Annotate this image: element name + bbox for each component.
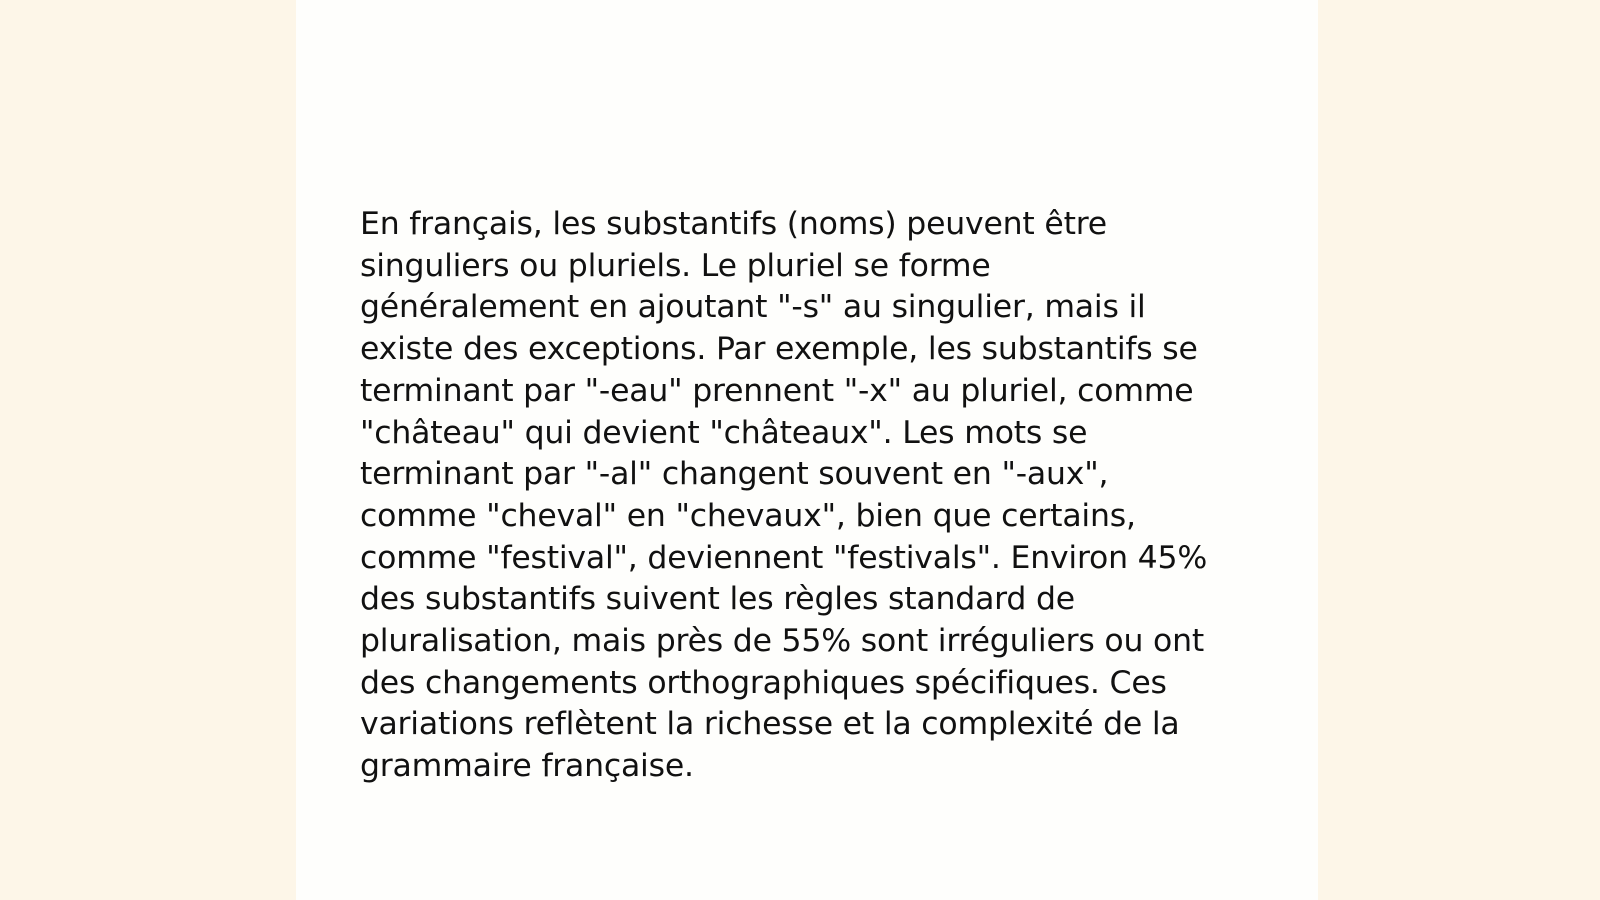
body-paragraph: En français, les substantifs (noms) peuvent être singuliers ou pluriels. Le pluriel se forme généralement en ajoutant "-s" au singulier, mais il existe des exceptions. Par exemple, les substantifs se terminant par "-eau" prennent "-x" au pluriel, comme "château" qui devient "châteaux". Les mots se terminant par "-al" changent souvent en "-aux", comme "cheval" en "chevaux", bien que certains, comme "festival", deviennent "festivals". Environ 45% des substantifs suivent les règles standard de pluralisation, mais près de 55% sont irréguliers ou ont des changements orthographiques spécifiques. Ces variations reflètent la richesse et la complexité de la grammaire française. (360, 206, 1208, 785)
document-page (296, 0, 1318, 900)
